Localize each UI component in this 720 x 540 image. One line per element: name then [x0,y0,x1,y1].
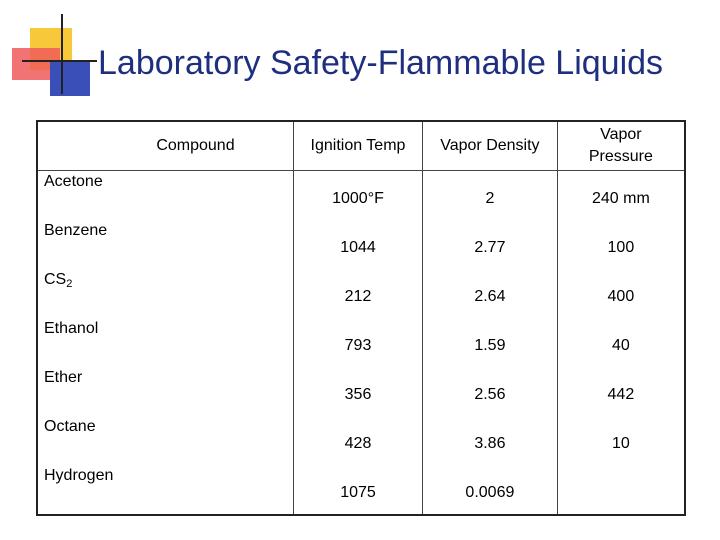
pressure-cell: 40 [557,318,685,367]
table-row [37,465,685,515]
table-row [37,318,685,367]
page-title: Laboratory Safety-Flammable Liquids [98,44,664,82]
pressure-cell: 10 [557,416,685,465]
compound-cell: Hydrogen [44,467,114,484]
pressure-cell: 240 mm [557,171,685,221]
density-cell: 0.0069 [423,465,558,515]
ignition-cell: 1044 [293,220,422,269]
density-cell: 2.64 [423,269,558,318]
header-vapor-pressure [557,121,685,171]
density-cell: 3.86 [423,416,558,465]
logo-line-vertical [61,14,63,94]
logo-line-horizontal [22,60,97,62]
table-row [37,367,685,416]
table-header-row [37,121,685,171]
table-row [37,171,685,221]
compound-cell: Ether [44,369,83,386]
table-row [37,416,685,465]
flammable-liquids-table [36,120,686,516]
header-ignition-temp: Ignition Temp [293,121,422,171]
ignition-cell: 1000°F [293,171,422,221]
table-row [37,220,685,269]
density-cell: 2.56 [423,367,558,416]
pressure-cell [557,465,685,515]
compound-cell: Octane [44,418,96,435]
density-cell: 1.59 [423,318,558,367]
ignition-cell: 212 [293,269,422,318]
compound-subscript: 2 [66,278,73,290]
compound-cell: Ethanol [44,320,99,337]
table-row [37,269,685,318]
compound-cell: Benzene [44,222,108,239]
compound-cell [37,269,293,318]
density-cell: 2.77 [423,220,558,269]
ignition-cell: 428 [293,416,422,465]
compound-formula: CS [44,271,67,288]
ignition-cell: 793 [293,318,422,367]
compound-cell: Acetone [44,173,103,190]
header-vapor-density: Vapor Density [423,121,558,171]
pressure-cell: 100 [557,220,685,269]
ignition-cell: 1075 [293,465,422,515]
logo-square-blue [50,62,90,96]
header-compound: Compound [37,121,293,171]
pressure-cell: 400 [557,269,685,318]
density-cell: 2 [423,171,558,221]
pressure-cell: 442 [557,367,685,416]
ignition-cell: 356 [293,367,422,416]
header-vapor-pressure-text: Vapor Pressure [588,126,653,165]
